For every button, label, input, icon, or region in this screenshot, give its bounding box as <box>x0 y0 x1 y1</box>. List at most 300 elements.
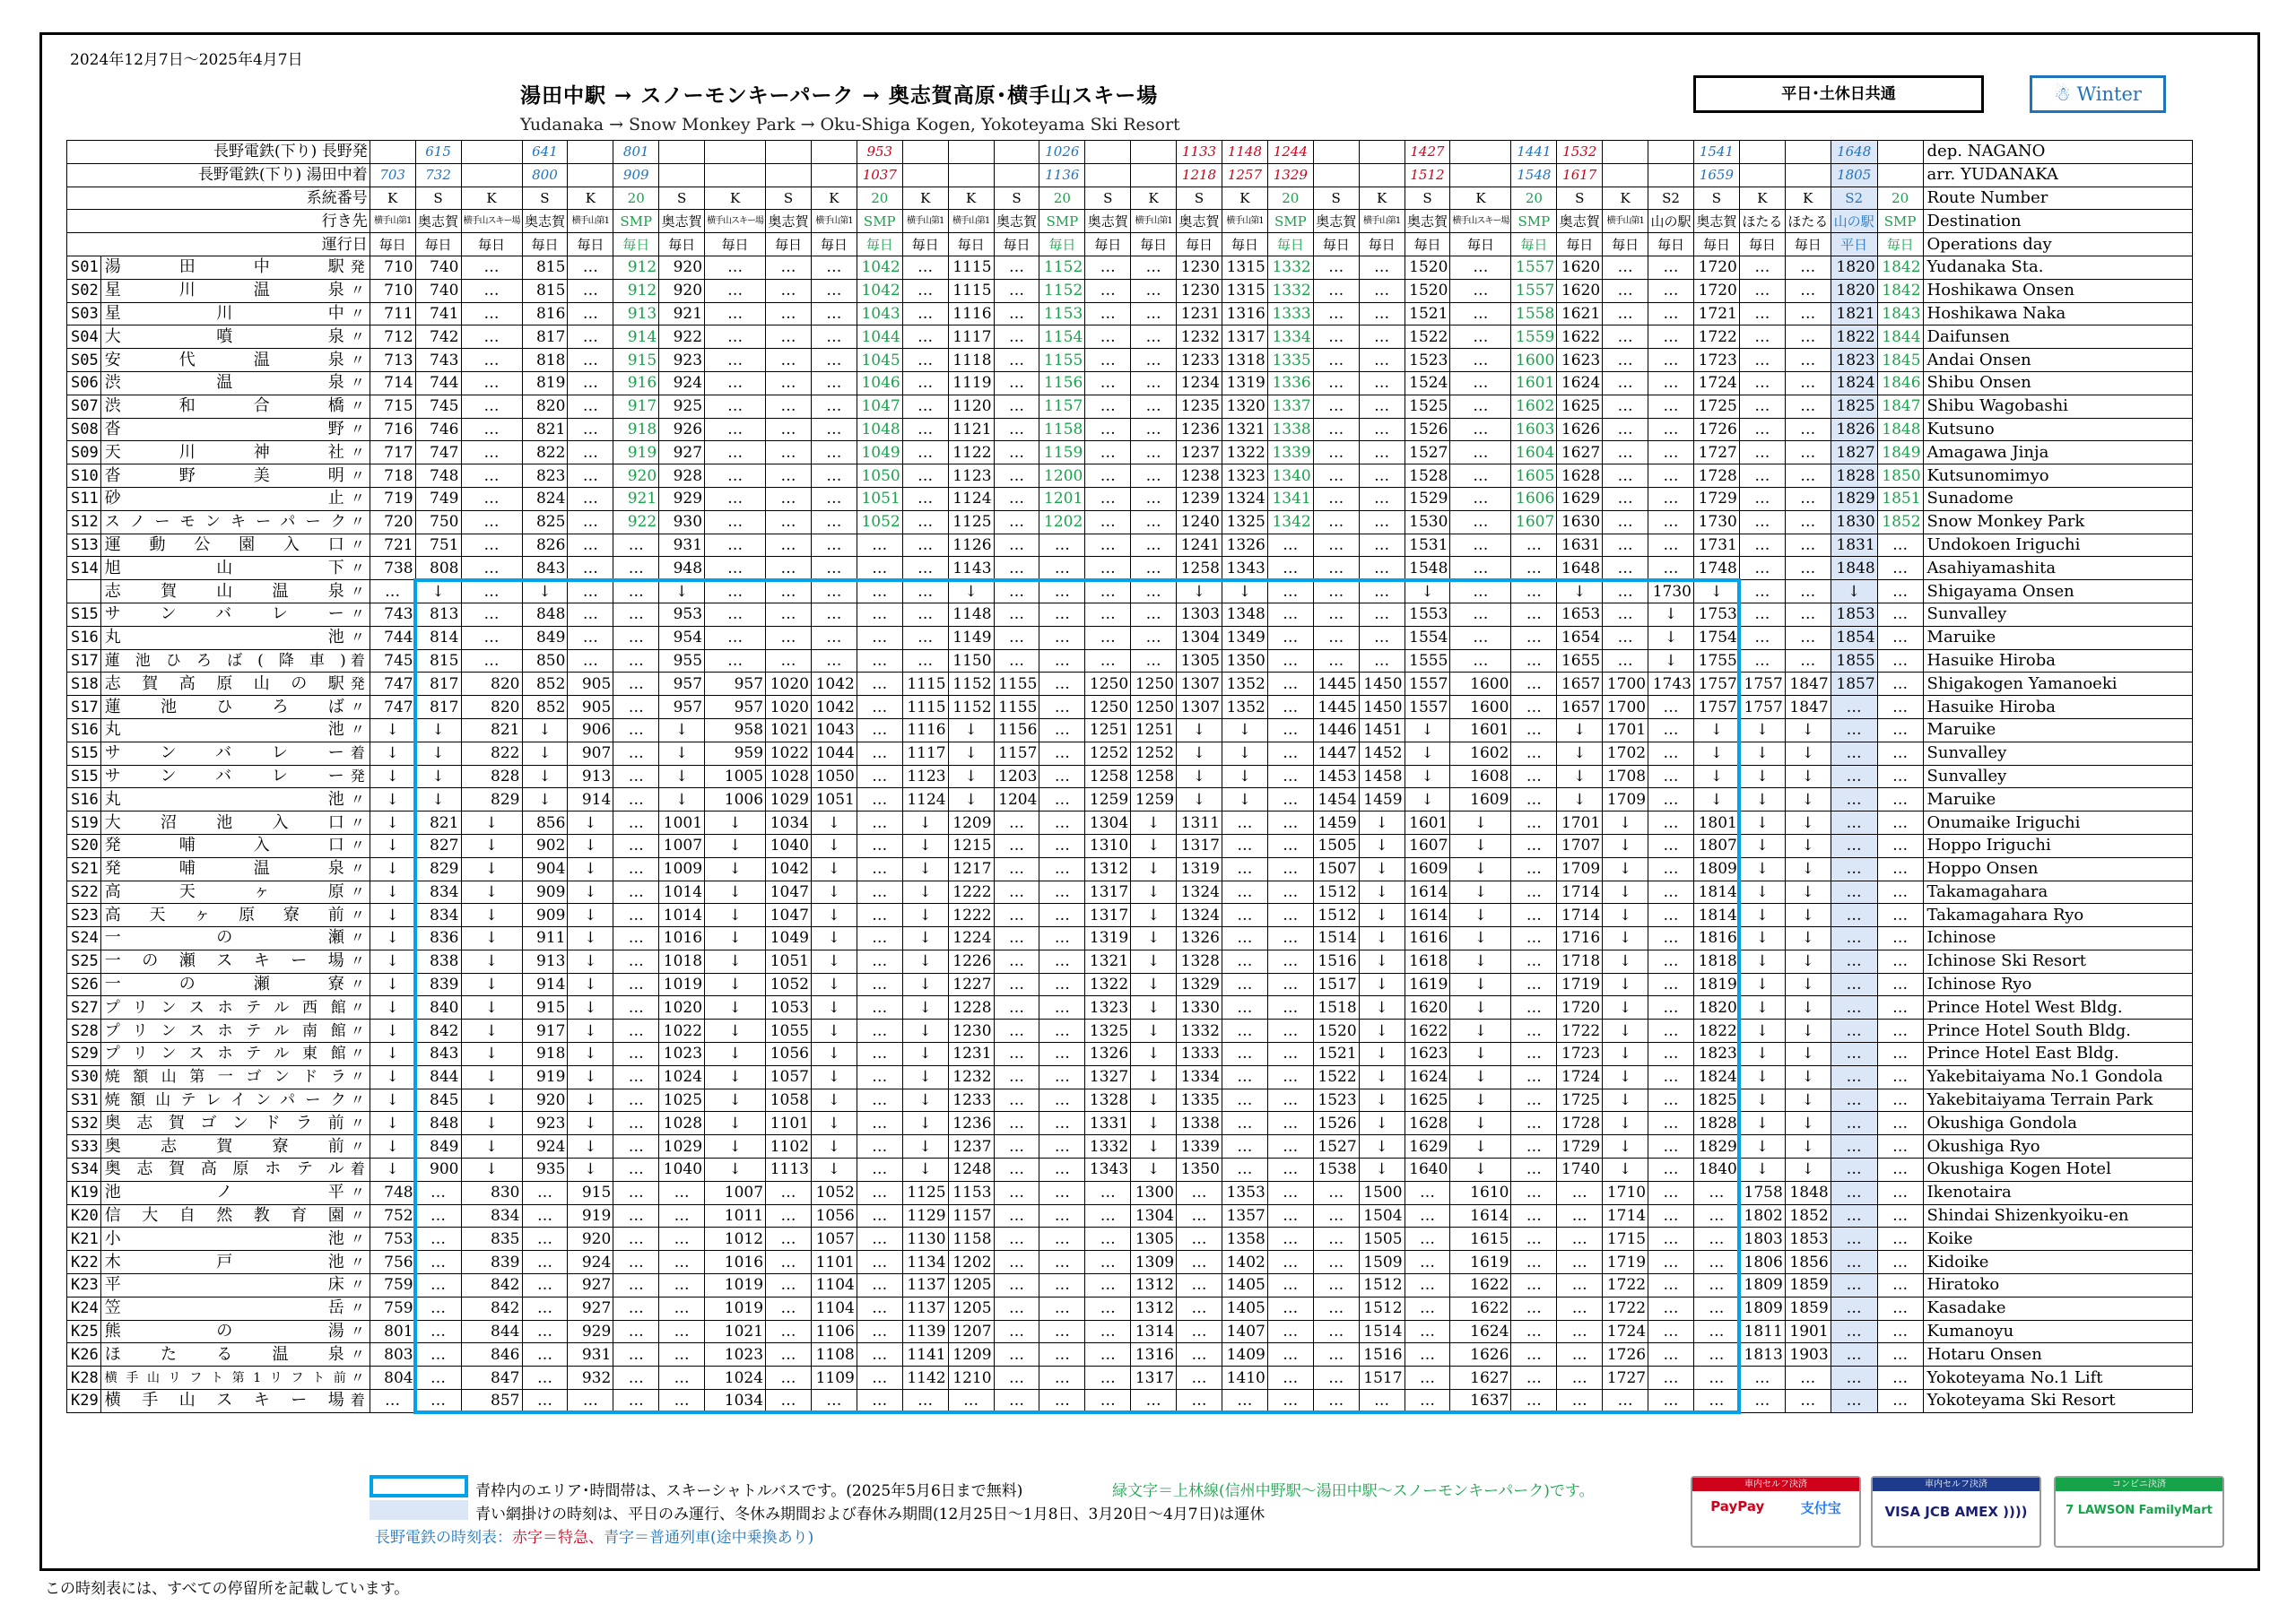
time-cell: 1856 <box>1785 1251 1831 1274</box>
time-cell: 1152 <box>1039 256 1085 279</box>
time-cell: 1042 <box>857 256 902 279</box>
time-cell: … <box>568 580 613 603</box>
time-cell: 759 <box>370 1274 415 1298</box>
time-cell: 824 <box>522 487 568 510</box>
time-cell: 1517 <box>1359 1367 1405 1390</box>
stop-suffix: 〃 <box>350 397 365 415</box>
time-cell: … <box>1085 325 1131 349</box>
time-cell: 1631 <box>1557 534 1603 557</box>
time-cell: … <box>1648 534 1694 557</box>
time-cell: … <box>857 1020 902 1043</box>
time-cell: … <box>613 996 659 1020</box>
stop-name <box>100 1343 370 1367</box>
time-cell: 906 <box>568 718 613 742</box>
time-cell: 1517 <box>1313 973 1359 996</box>
stop-name-en: Hasuike Hiroba <box>1923 696 2192 719</box>
time-cell: … <box>857 1320 902 1343</box>
header-cell: 毎日 <box>415 233 461 256</box>
time-cell: … <box>613 973 659 996</box>
time-cell: ↓ <box>705 927 766 950</box>
legend-rail-prefix: 長野電鉄の時刻表： <box>375 1529 512 1547</box>
time-cell: … <box>1222 950 1267 973</box>
time-cell: … <box>994 1297 1039 1320</box>
time-cell: ↓ <box>1603 1089 1648 1112</box>
time-cell: 1020 <box>766 673 812 696</box>
time-cell: … <box>1831 904 1877 927</box>
stop-code: S15 <box>67 742 101 765</box>
stop-name-en: Kasadake <box>1923 1297 2192 1320</box>
time-cell: 1855 <box>1831 649 1877 673</box>
time-cell: … <box>659 1343 705 1367</box>
time-cell: ↓ <box>1557 765 1603 788</box>
time-cell: … <box>994 256 1039 279</box>
time-cell: … <box>1267 603 1313 626</box>
time-cell: 1235 <box>1177 395 1222 418</box>
payment-convenience <box>2054 1476 2224 1548</box>
header-cell: S <box>1177 187 1222 210</box>
time-cell: 1626 <box>1450 1343 1511 1367</box>
time-cell: … <box>1267 626 1313 649</box>
stop-row <box>67 487 2193 510</box>
time-cell: … <box>1648 742 1694 765</box>
time-cell: … <box>461 534 522 557</box>
time-cell: … <box>1039 742 1085 765</box>
time-cell: ↓ <box>1785 765 1831 788</box>
time-cell: 1108 <box>811 1343 857 1367</box>
time-cell: … <box>902 626 948 649</box>
header-cell: ほたる <box>1785 210 1831 233</box>
time-cell: … <box>1831 1159 1877 1182</box>
time-cell: … <box>994 973 1039 996</box>
time-cell: ↓ <box>370 1065 415 1089</box>
time-cell: … <box>1222 904 1267 927</box>
time-cell: … <box>766 371 812 395</box>
stop-code: K24 <box>67 1297 101 1320</box>
time-cell: ↓ <box>1131 996 1177 1020</box>
stop-code: K25 <box>67 1320 101 1343</box>
time-cell: 1011 <box>705 1204 766 1228</box>
stop-name <box>100 927 370 950</box>
time-cell: 1405 <box>1222 1274 1267 1298</box>
time-cell: 1557 <box>1511 279 1557 302</box>
time-cell: 857 <box>461 1390 522 1413</box>
time-cell: ↓ <box>902 857 948 881</box>
time-cell: ↓ <box>902 1089 948 1112</box>
time-cell: 1312 <box>1131 1274 1177 1298</box>
stop-name-text: 渋和合橋 <box>104 396 346 416</box>
time-cell: ↓ <box>902 927 948 950</box>
time-cell: … <box>705 534 766 557</box>
stop-suffix: 〃 <box>350 882 365 900</box>
stop-name-text: サンバレー <box>104 766 346 785</box>
time-cell: 1526 <box>1313 1112 1359 1135</box>
time-cell: ↓ <box>1177 718 1222 742</box>
time-cell: 1236 <box>948 1112 994 1135</box>
stop-name-text: サンバレー <box>104 743 346 763</box>
header-cell <box>659 141 705 164</box>
time-cell: 752 <box>370 1204 415 1228</box>
arr-yudanaka-row-en: arr. YUDANAKA <box>1923 163 2192 187</box>
time-cell: … <box>1693 1390 1739 1413</box>
stop-name-text: 運動公園入口 <box>104 534 346 554</box>
time-cell: … <box>1313 1228 1359 1251</box>
time-cell: … <box>766 1181 812 1204</box>
time-cell: … <box>415 1251 461 1274</box>
time-cell: 1518 <box>1313 996 1359 1020</box>
time-cell: 911 <box>522 927 568 950</box>
time-cell: 958 <box>705 718 766 742</box>
time-cell: … <box>1267 742 1313 765</box>
time-cell: … <box>522 1274 568 1298</box>
time-cell: … <box>1039 881 1085 904</box>
time-cell: … <box>1831 788 1877 812</box>
header-cell <box>1359 141 1405 164</box>
stop-row <box>67 1297 2193 1320</box>
stop-name-text: 小池 <box>104 1228 346 1248</box>
header-cell: K <box>705 187 766 210</box>
payment-paypay-alipay <box>1691 1476 1861 1548</box>
time-cell: 1600 <box>1511 349 1557 372</box>
stop-suffix: 〃 <box>350 1021 365 1039</box>
time-cell: 1057 <box>811 1228 857 1251</box>
stop-suffix: 〃 <box>350 976 365 994</box>
time-cell: 1623 <box>1405 1043 1450 1066</box>
dep-nagano-row-label: 長野電鉄(下り) 長野発 <box>67 141 370 164</box>
time-cell: … <box>1831 1043 1877 1066</box>
stop-name <box>100 279 370 302</box>
time-cell: … <box>1359 534 1405 557</box>
time-cell: … <box>766 626 812 649</box>
stop-name-en: Yokoteyama No.1 Lift <box>1923 1367 2192 1390</box>
header-cell: 毎日 <box>1177 233 1222 256</box>
stop-name-en: Okushiga Gondola <box>1923 1112 2192 1135</box>
time-cell: 928 <box>659 464 705 488</box>
time-cell: 1824 <box>1831 371 1877 395</box>
time-cell: … <box>1648 349 1694 372</box>
time-cell: 1821 <box>1831 302 1877 325</box>
header-cell <box>1877 141 1923 164</box>
page-title-en: Yudanaka → Snow Monkey Park → Oku-Shiga Kogen, Yokoteyama Ski Resort <box>520 115 1180 135</box>
time-cell: … <box>1039 1159 1085 1182</box>
time-cell: 915 <box>522 996 568 1020</box>
time-cell: 1340 <box>1267 464 1313 488</box>
stop-name-en: Hasuike Hiroba <box>1923 649 2192 673</box>
time-cell: … <box>766 649 812 673</box>
header-cell: 山の駅 <box>1831 210 1877 233</box>
stop-code: S04 <box>67 325 101 349</box>
time-cell: … <box>415 1367 461 1390</box>
stop-code: S31 <box>67 1089 101 1112</box>
time-cell: … <box>568 325 613 349</box>
stop-name-text: 天川神社 <box>104 442 346 462</box>
time-cell: 1322 <box>1085 973 1131 996</box>
time-cell: ↓ <box>1450 881 1511 904</box>
time-cell: … <box>1648 1112 1694 1135</box>
time-cell: 1409 <box>1222 1343 1267 1367</box>
dest-row-en: Destination <box>1923 210 2192 233</box>
ops-row-label: 運行日 <box>67 233 370 256</box>
time-cell: … <box>613 1112 659 1135</box>
time-cell: … <box>1177 1343 1222 1367</box>
stop-name-en: Hoppo Onsen <box>1923 857 2192 881</box>
time-cell: 1723 <box>1557 1043 1603 1066</box>
time-cell: … <box>994 1135 1039 1159</box>
time-cell: 1232 <box>948 1065 994 1089</box>
time-cell: … <box>1039 1020 1085 1043</box>
time-cell: ↓ <box>705 1112 766 1135</box>
time-cell: … <box>994 349 1039 372</box>
stop-suffix: 〃 <box>350 1068 365 1086</box>
time-cell: 1627 <box>1450 1367 1511 1390</box>
time-cell: ↓ <box>948 718 994 742</box>
time-cell: … <box>461 302 522 325</box>
time-cell: ↓ <box>1557 742 1603 765</box>
time-cell: 1622 <box>1405 1020 1450 1043</box>
stop-code: S12 <box>67 510 101 534</box>
header-cell: 1148 <box>1222 141 1267 164</box>
stop-name-text: 熊の湯 <box>104 1322 346 1341</box>
time-cell: … <box>613 904 659 927</box>
stop-suffix: 発 <box>350 674 365 692</box>
time-cell: 1720 <box>1693 256 1739 279</box>
header-cell: 703 <box>370 163 415 187</box>
header-cell: 1541 <box>1693 141 1739 164</box>
stop-name-en: Shibu Wagobashi <box>1923 395 2192 418</box>
time-cell: ↓ <box>811 1089 857 1112</box>
time-cell: 1614 <box>1405 904 1450 927</box>
time-cell: ↓ <box>1739 1089 1785 1112</box>
time-cell: 920 <box>522 1089 568 1112</box>
time-cell: 1452 <box>1359 742 1405 765</box>
stop-code: S34 <box>67 1159 101 1182</box>
time-cell: ↓ <box>1131 1112 1177 1135</box>
time-cell: … <box>613 950 659 973</box>
time-cell: ↓ <box>370 973 415 996</box>
time-cell: … <box>994 1112 1039 1135</box>
time-cell: 1728 <box>1557 1112 1603 1135</box>
header-cell: 奥志賀 <box>1177 210 1222 233</box>
header-cell: K <box>902 187 948 210</box>
time-cell: … <box>1785 418 1831 441</box>
time-cell: ↓ <box>705 857 766 881</box>
time-cell: … <box>1693 1343 1739 1367</box>
time-cell: … <box>461 649 522 673</box>
time-cell: … <box>613 1065 659 1089</box>
stop-suffix: 〃 <box>350 420 365 438</box>
time-cell: … <box>1511 950 1557 973</box>
stop-row <box>67 534 2193 557</box>
stop-name <box>100 441 370 464</box>
time-cell: 1725 <box>1693 395 1739 418</box>
time-cell: 1042 <box>766 857 812 881</box>
time-cell: 1016 <box>659 927 705 950</box>
time-cell: … <box>902 580 948 603</box>
time-cell: 913 <box>568 765 613 788</box>
time-cell: 1250 <box>1085 673 1131 696</box>
time-cell: ↓ <box>1222 765 1267 788</box>
time-cell: 826 <box>522 534 568 557</box>
time-cell: 1042 <box>811 673 857 696</box>
time-cell: ↓ <box>1603 812 1648 835</box>
time-cell: ↓ <box>1131 1089 1177 1112</box>
time-cell: … <box>1739 441 1785 464</box>
stop-name <box>100 580 370 603</box>
time-cell: ↓ <box>1603 973 1648 996</box>
time-cell: 932 <box>568 1367 613 1390</box>
time-cell: 816 <box>522 302 568 325</box>
stop-name <box>100 996 370 1020</box>
time-cell: 1653 <box>1557 603 1603 626</box>
time-cell: … <box>1877 834 1923 857</box>
time-cell: … <box>1739 371 1785 395</box>
time-cell: … <box>1603 302 1648 325</box>
time-cell: … <box>1648 256 1694 279</box>
time-cell: ↓ <box>811 1065 857 1089</box>
header-cell <box>705 163 766 187</box>
time-cell: 830 <box>461 1181 522 1204</box>
time-cell: 738 <box>370 557 415 580</box>
stop-name-text: 横手山スキー場 <box>104 1391 346 1410</box>
time-cell: ↓ <box>1739 1020 1785 1043</box>
time-cell: 820 <box>522 395 568 418</box>
time-cell: ↓ <box>1131 904 1177 927</box>
time-cell: ↓ <box>1785 927 1831 950</box>
time-cell: … <box>811 510 857 534</box>
time-cell: ↓ <box>1785 1135 1831 1159</box>
time-cell: 1119 <box>948 371 994 395</box>
header-cell: 山の駅 <box>1648 210 1694 233</box>
stop-row <box>67 441 2193 464</box>
time-cell: 801 <box>370 1320 415 1343</box>
time-cell: ↓ <box>705 904 766 927</box>
time-cell: ↓ <box>1603 927 1648 950</box>
time-cell: … <box>1267 1320 1313 1343</box>
stop-name-en: Okushiga Ryo <box>1923 1135 2192 1159</box>
stop-row <box>67 673 2193 696</box>
time-cell: … <box>1648 1065 1694 1089</box>
time-cell: … <box>1131 395 1177 418</box>
time-cell: 1044 <box>811 742 857 765</box>
time-cell: 914 <box>568 788 613 812</box>
stop-row <box>67 1343 2193 1367</box>
time-cell: 1853 <box>1831 603 1877 626</box>
paypay-logo: PayPay <box>1710 1498 1765 1515</box>
konbini-logos: 7 LAWSON FamilyMart <box>2066 1504 2213 1517</box>
stop-code: S21 <box>67 857 101 881</box>
time-cell: … <box>1511 626 1557 649</box>
time-cell: … <box>1085 603 1131 626</box>
time-cell: … <box>994 904 1039 927</box>
time-cell: 1014 <box>659 904 705 927</box>
time-cell: 710 <box>370 279 415 302</box>
time-cell: ↓ <box>1222 742 1267 765</box>
header-cell <box>1603 163 1648 187</box>
time-cell: … <box>1450 325 1511 349</box>
time-cell: 924 <box>568 1251 613 1274</box>
time-cell: 1224 <box>948 927 994 950</box>
stop-name <box>100 1020 370 1043</box>
time-cell: 849 <box>415 1135 461 1159</box>
stop-name-text: 焼額山テレインパーク <box>104 1091 346 1110</box>
time-cell: … <box>1359 256 1405 279</box>
time-cell: … <box>857 1251 902 1274</box>
header-cell: S <box>415 187 461 210</box>
time-cell: … <box>1648 881 1694 904</box>
time-cell: … <box>1039 927 1085 950</box>
stop-name <box>100 1112 370 1135</box>
time-cell: 1335 <box>1177 1089 1222 1112</box>
time-cell: ↓ <box>1785 1089 1831 1112</box>
time-cell: 1121 <box>948 418 994 441</box>
time-cell: 1605 <box>1511 464 1557 488</box>
time-cell: … <box>766 1320 812 1343</box>
time-cell: 1319 <box>1222 371 1267 395</box>
header-cell: 毎日 <box>902 233 948 256</box>
time-cell: ↓ <box>1131 1135 1177 1159</box>
time-cell: … <box>1877 1065 1923 1089</box>
time-cell: … <box>1557 1343 1603 1367</box>
time-cell: 1350 <box>1177 1159 1222 1182</box>
time-cell: ↓ <box>1831 580 1877 603</box>
stop-name-text: 蓮池ひろば <box>104 697 346 716</box>
time-cell: … <box>766 1251 812 1274</box>
time-cell: … <box>994 487 1039 510</box>
time-cell: ↓ <box>1785 857 1831 881</box>
time-cell: ↓ <box>568 904 613 927</box>
time-cell: 1847 <box>1785 673 1831 696</box>
time-cell: … <box>568 626 613 649</box>
time-cell: … <box>1039 1112 1085 1135</box>
time-cell: 1217 <box>948 857 994 881</box>
stop-name-text: 志賀高原山の駅 <box>104 673 346 693</box>
header-cell: S <box>1405 187 1450 210</box>
time-cell: ↓ <box>1739 788 1785 812</box>
stop-code: S24 <box>67 927 101 950</box>
time-cell: … <box>1039 1204 1085 1228</box>
time-cell: ↓ <box>1603 881 1648 904</box>
time-cell: 1609 <box>1450 788 1511 812</box>
header-cell: 奥志賀 <box>659 210 705 233</box>
stop-row <box>67 696 2193 719</box>
time-cell: 1609 <box>1405 857 1450 881</box>
time-cell: … <box>811 464 857 488</box>
time-cell: 927 <box>568 1297 613 1320</box>
stop-name <box>100 788 370 812</box>
time-cell: … <box>1450 256 1511 279</box>
time-cell: … <box>1557 1204 1603 1228</box>
time-cell: … <box>461 349 522 372</box>
time-cell: … <box>1511 834 1557 857</box>
time-cell: … <box>1313 395 1359 418</box>
time-cell: ↓ <box>1739 996 1785 1020</box>
time-cell: … <box>994 1065 1039 1089</box>
time-cell: … <box>613 1320 659 1343</box>
time-cell: 829 <box>461 788 522 812</box>
time-cell: ↓ <box>1131 1065 1177 1089</box>
time-cell: 1047 <box>857 395 902 418</box>
time-cell: … <box>902 464 948 488</box>
time-cell: 1327 <box>1085 1065 1131 1089</box>
time-cell: … <box>613 1343 659 1367</box>
stop-name-en: Okushiga Kogen Hotel <box>1923 1159 2192 1182</box>
time-cell: … <box>568 256 613 279</box>
time-cell: ↓ <box>370 996 415 1020</box>
time-cell: … <box>568 557 613 580</box>
time-cell: 1320 <box>1222 395 1267 418</box>
header-cell: 毎日 <box>1359 233 1405 256</box>
time-cell: ↓ <box>370 1135 415 1159</box>
time-cell: 1139 <box>902 1320 948 1343</box>
